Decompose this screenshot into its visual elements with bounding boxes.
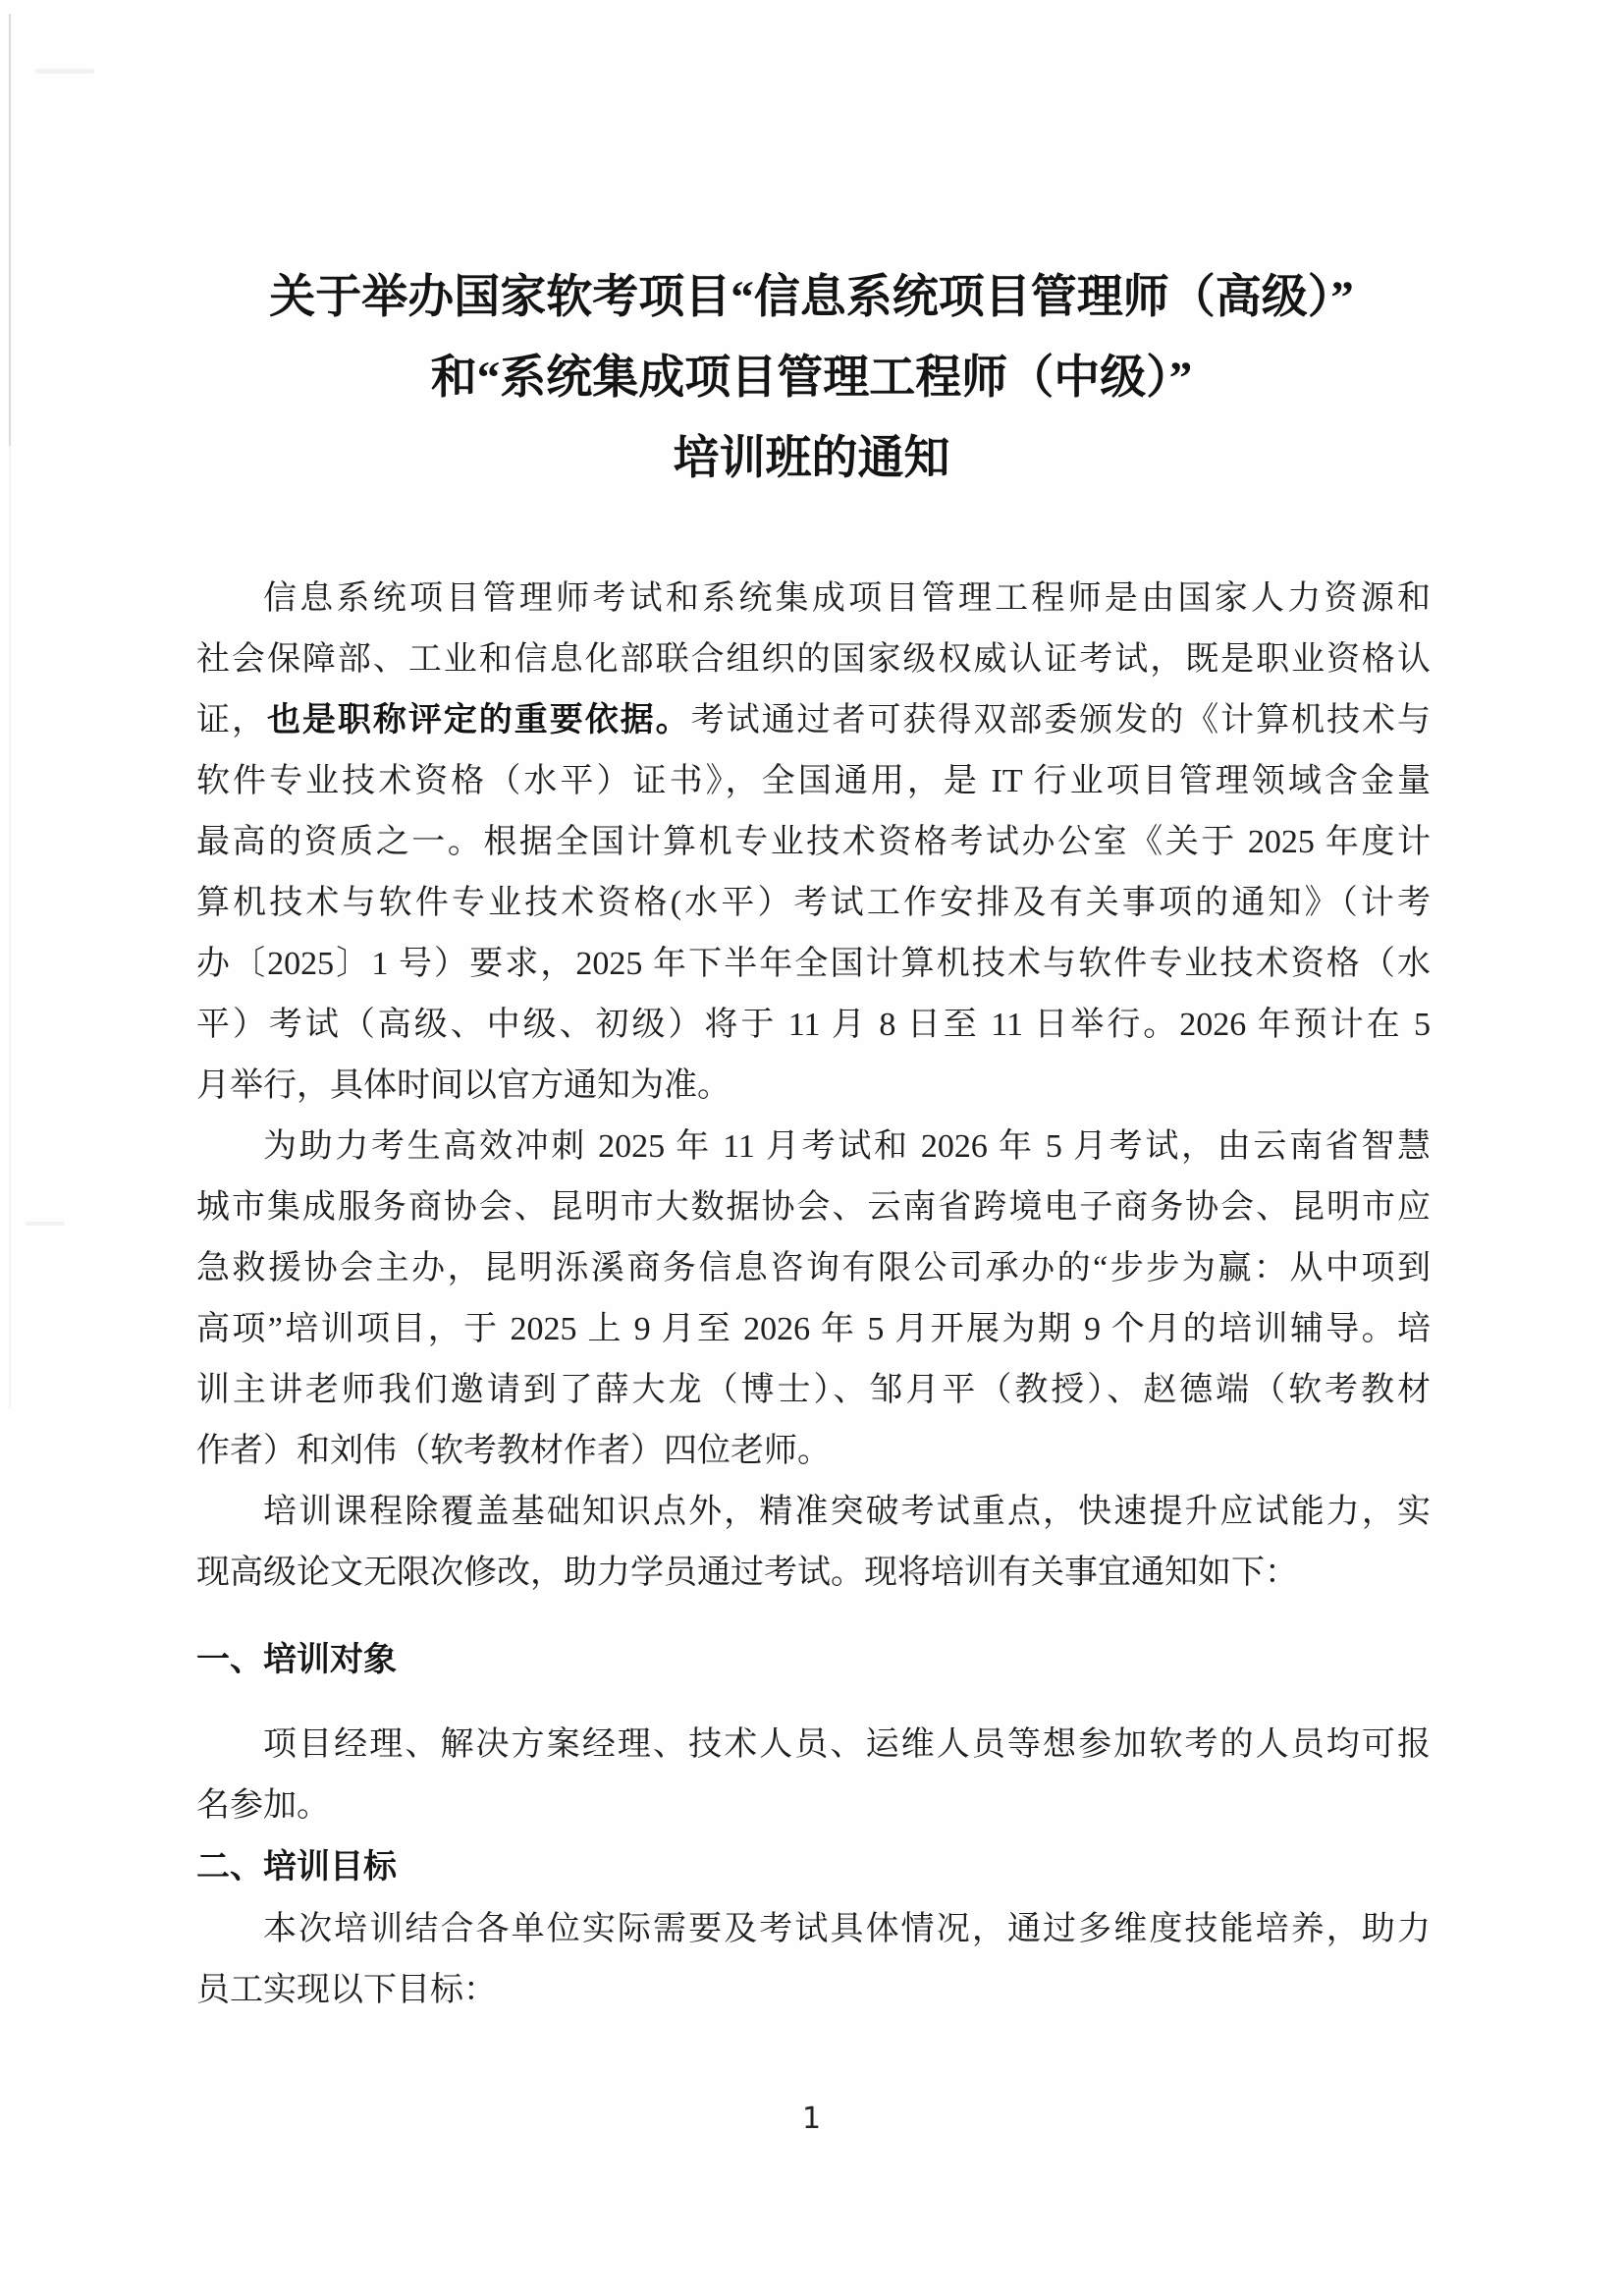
paragraph-audience bbox=[196, 1715, 1431, 1836]
title-line-3: 培训班的通知 bbox=[673, 433, 950, 484]
body-line: 项目经理、解决方案经理、技术人员、运维人员等想参加软考的人员均可报 bbox=[263, 1726, 1431, 1763]
body-text-segment: 考试通过者可获得双部委颁发的《计算机技术与 bbox=[690, 702, 1432, 738]
body-line: 办〔2025〕1 号）要求，2025 年下半年全国计算机技术与软件专业技术资格（水 bbox=[196, 946, 1431, 982]
scan-artifact-line bbox=[9, 446, 11, 1408]
body-line: 城市集成服务商协会、昆明市大数据协会、云南省跨境电子商务协会、昆明市应 bbox=[196, 1189, 1431, 1226]
body-line: 作者）和刘伟（软考教材作者）四位老师。 bbox=[196, 1433, 831, 1469]
body-line: 社会保障部、工业和信息化部联合组织的国家级权威认证考试，既是职业资格认 bbox=[196, 641, 1431, 678]
body-text-segment: 证， bbox=[196, 702, 267, 738]
section-heading-training-goals: 二、培训目标 bbox=[196, 1848, 397, 1886]
body-line: 最高的资质之一。根据全国计算机专业技术资格考试办公室《关于 2025 年度计 bbox=[196, 824, 1431, 860]
body-line: 训主讲老师我们邀请到了薛大龙（博士）、邹月平（教授）、赵德端（软考教材 bbox=[196, 1372, 1431, 1408]
body-line: 算机技术与软件专业技术资格(水平）考试工作安排及有关事项的通知》（计考 bbox=[196, 885, 1431, 921]
page-number: 1 bbox=[801, 2102, 822, 2136]
body-line: 为助力考生高效冲刺 2025 年 11 月考试和 2026 年 5 月考试，由云南省智慧 bbox=[263, 1128, 1431, 1165]
body-line: 信息系统项目管理师考试和系统集成项目管理工程师是由国家人力资源和 bbox=[263, 580, 1431, 617]
scan-artifact-line bbox=[9, 14, 11, 446]
body-line: 月举行，具体时间以官方通知为准。 bbox=[196, 1067, 730, 1104]
title-line-1: 关于举办国家软考项目“信息系统项目管理师（高级）” bbox=[269, 272, 1354, 323]
body-line: 软件专业技术资格（水平）证书》，全国通用，是 IT 行业项目管理领域含金量 bbox=[196, 763, 1431, 799]
document-body bbox=[196, 569, 1431, 2021]
paragraph-course-intro bbox=[196, 1482, 1431, 1604]
scan-artifact-smudge bbox=[35, 69, 94, 74]
document-title bbox=[108, 257, 1515, 499]
body-line: 平）考试（高级、中级、初级）将于 11 月 8 日至 11 日举行。2026 年预计在 5 bbox=[196, 1007, 1431, 1043]
body-line: 高项”培训项目，于 2025 上 9 月至 2026 年 5 月开展为期 9 个月的培训辅导。培 bbox=[196, 1311, 1431, 1347]
title-line-2: 和“系统集成项目管理工程师（中级）” bbox=[430, 353, 1193, 404]
scan-artifact-smudge bbox=[26, 1222, 65, 1226]
paragraph-intro bbox=[196, 569, 1431, 1117]
body-line: 本次培训结合各单位实际需要及考试具体情况，通过多维度技能培养，助力 bbox=[263, 1911, 1431, 1947]
section-heading-training-target-audience: 一、培训对象 bbox=[196, 1641, 397, 1678]
body-line: 现高级论文无限次修改，助力学员通过考试。现将培训有关事宜通知如下： bbox=[196, 1555, 1298, 1591]
body-line-with-bold bbox=[196, 690, 1431, 751]
body-line: 急救援协会主办，昆明泺溪商务信息咨询有限公司承办的“步步为赢：从中项到 bbox=[196, 1250, 1431, 1286]
paragraph-organizers bbox=[196, 1117, 1431, 1482]
body-line: 培训课程除覆盖基础知识点外，精准突破考试重点，快速提升应试能力，实 bbox=[263, 1494, 1431, 1530]
bold-text-segment: 也是职称评定的重要依据。 bbox=[266, 702, 691, 738]
body-line: 名参加。 bbox=[196, 1787, 330, 1824]
body-line: 员工实现以下目标： bbox=[196, 1972, 497, 2008]
paragraph-goals bbox=[196, 1899, 1431, 2021]
